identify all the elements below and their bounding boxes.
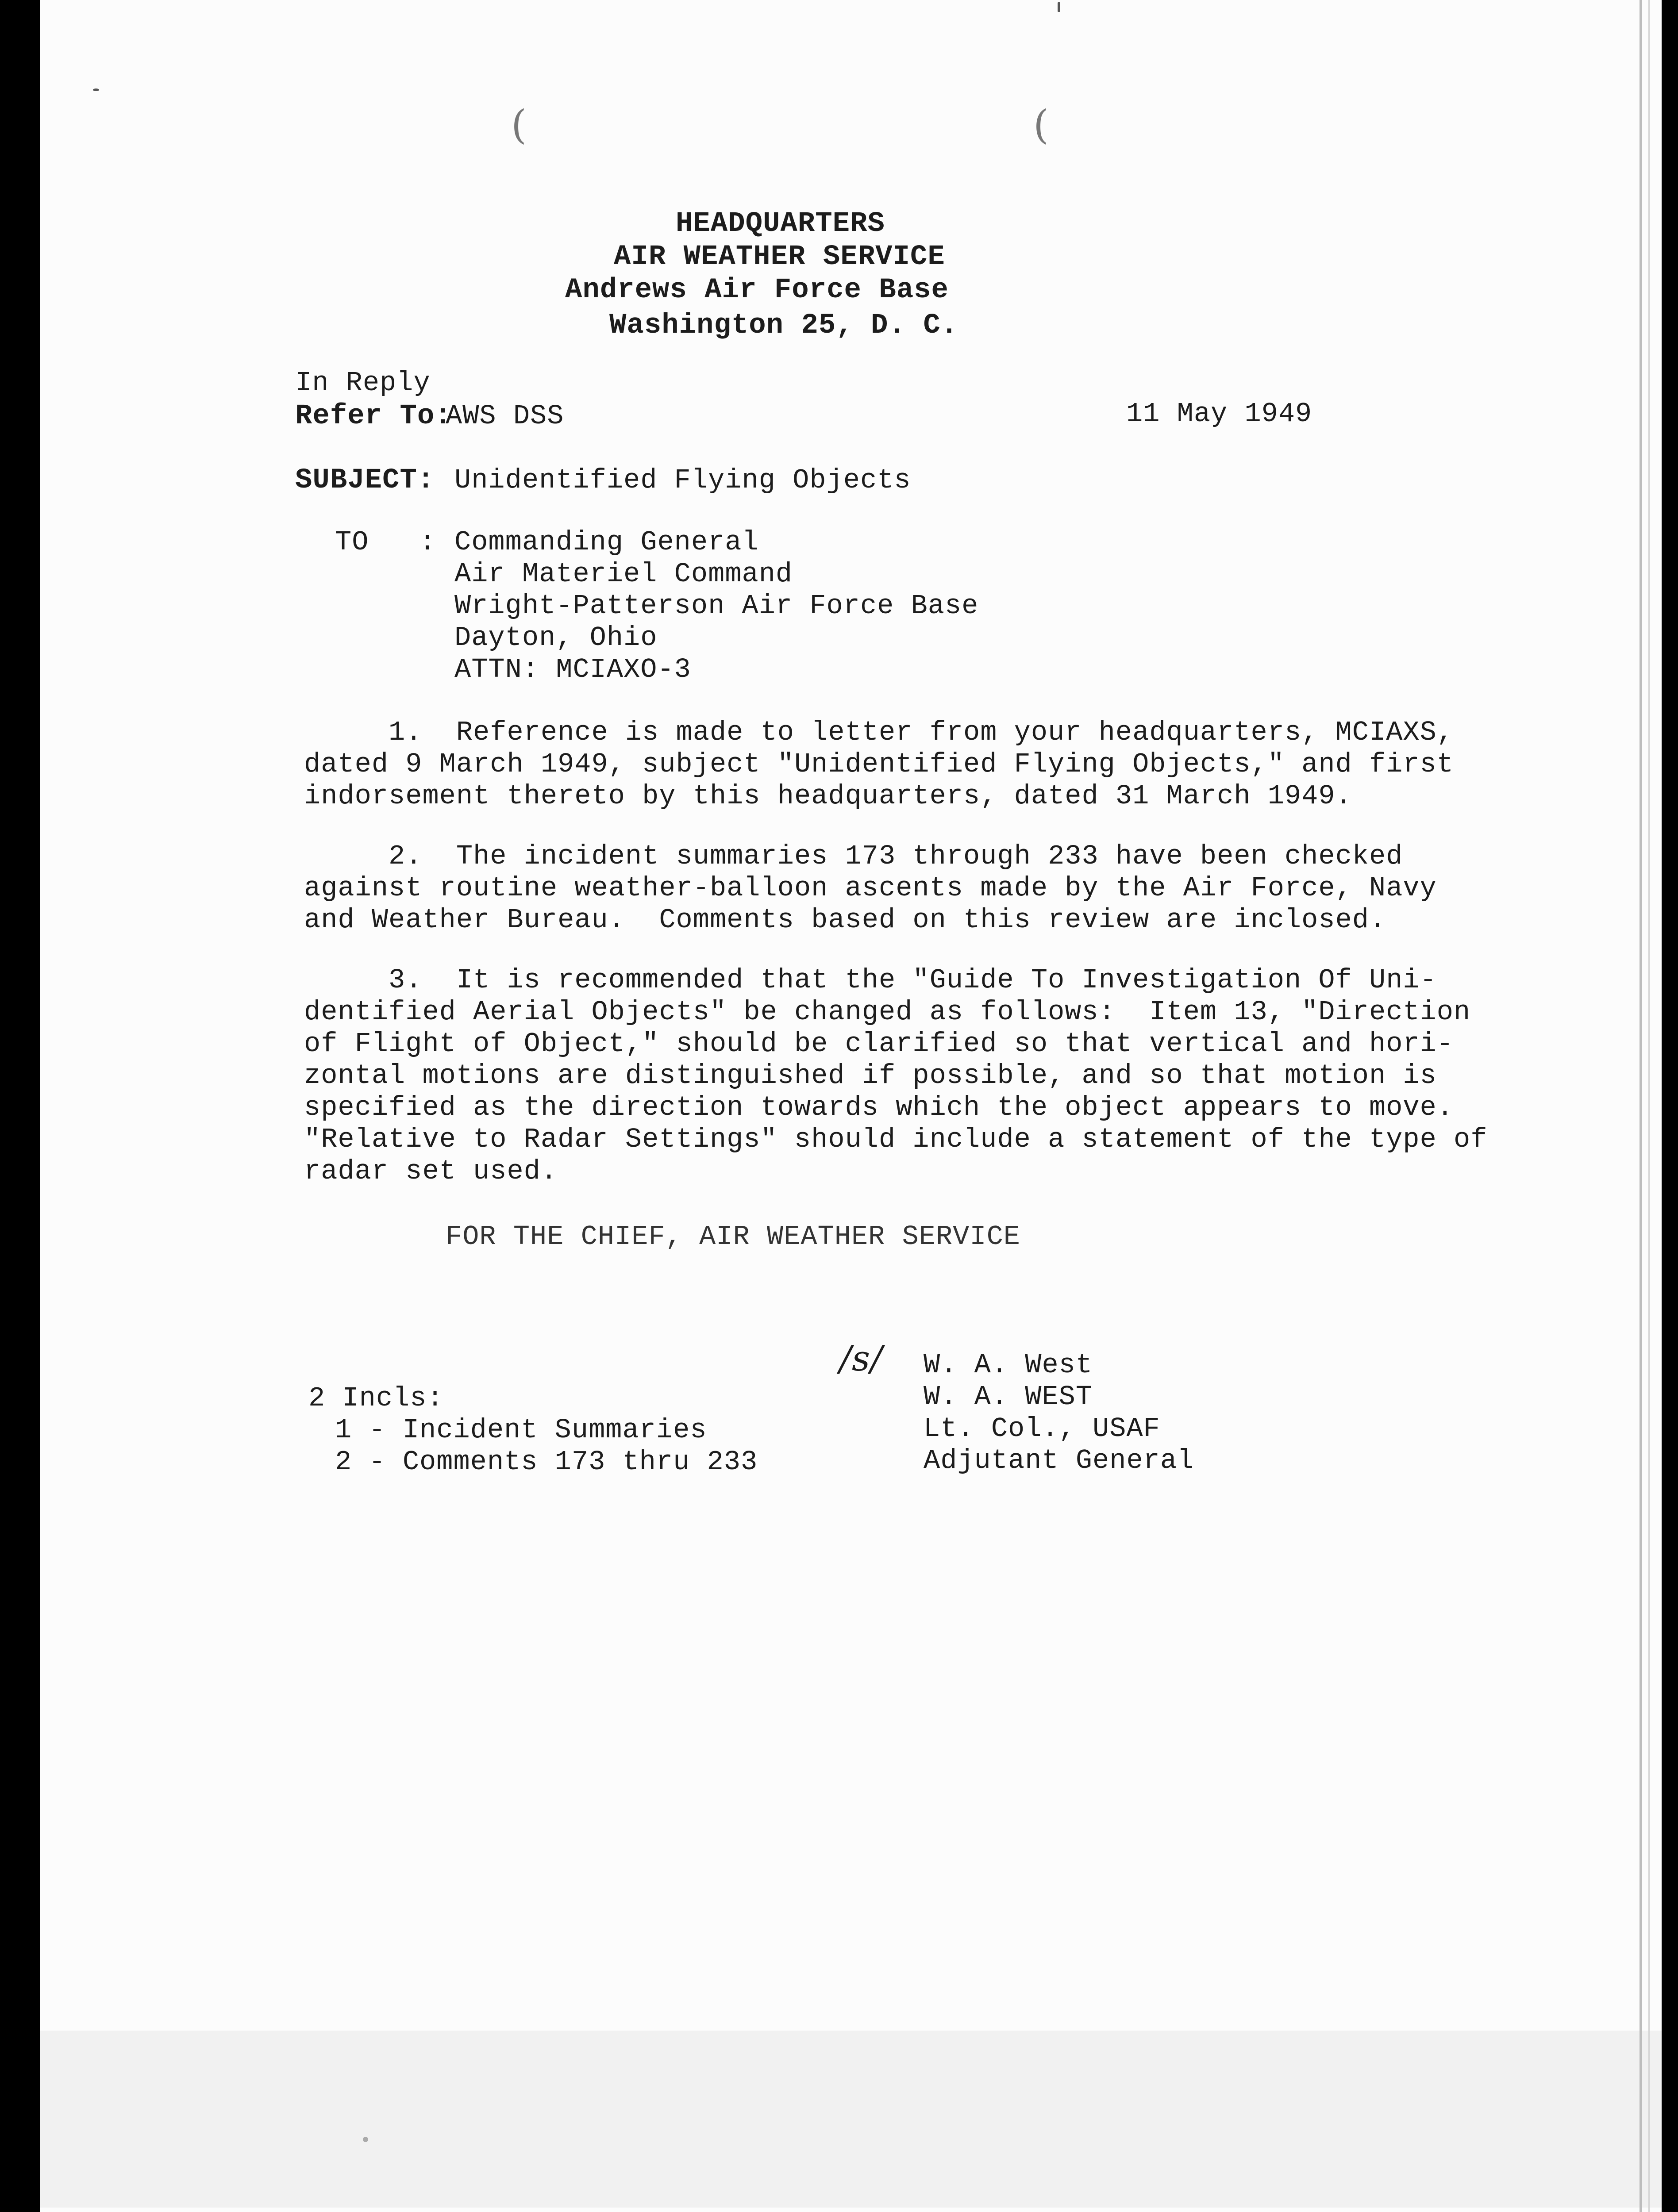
letterhead-line-4: Washington 25, D. C.: [609, 310, 958, 342]
letter-date: 11 May 1949: [1126, 398, 1312, 430]
to-address-line: Air Materiel Command: [454, 558, 793, 590]
in-reply-line: In Reply: [295, 367, 431, 399]
subject-value: Unidentified Flying Objects: [454, 465, 911, 496]
signature-line: W. A. WEST: [924, 1381, 1093, 1413]
speck-mark: [363, 2137, 368, 2142]
paragraph-line: 2. The incident summaries 173 through 233 have been checked: [304, 841, 1403, 872]
paragraph-line: 3. It is recommended that the "Guide To Investigation Of Uni-: [304, 964, 1437, 996]
to-address-line: Dayton, Ohio: [454, 622, 658, 653]
inclosures-label: 2 Incls:: [308, 1382, 444, 1414]
to-colon: :: [419, 526, 436, 558]
inclosure-item: 1 - Incident Summaries: [335, 1414, 707, 1446]
to-address-line: ATTN: MCIAXO-3: [454, 654, 691, 685]
letterhead-line-3: Andrews Air Force Base: [565, 274, 949, 306]
signature-line: Lt. Col., USAF: [924, 1413, 1160, 1444]
punch-mark: (: [511, 102, 527, 148]
paragraph-line: radar set used.: [304, 1156, 558, 1187]
speck-mark: [1058, 2, 1060, 12]
refer-to-label: Refer To:: [295, 400, 452, 432]
to-address-line: Wright-Patterson Air Force Base: [454, 590, 979, 622]
signature-line: W. A. West: [924, 1349, 1093, 1381]
letterhead-line-2: AIR WEATHER SERVICE: [614, 241, 945, 273]
refer-to-value: AWS DSS: [446, 400, 564, 432]
paragraph-line: of Flight of Object," should be clarified so that vertical and hori-: [304, 1028, 1454, 1060]
signature-line: Adjutant General: [924, 1445, 1194, 1476]
paragraph-line: specified as the direction towards which the object appears to move.: [304, 1092, 1454, 1123]
paper-shadow-band: [40, 2031, 1662, 2208]
paragraph-line: and Weather Bureau. Comments based on this review are inclosed.: [304, 904, 1386, 936]
paragraph-line: dated 9 March 1949, subject "Unidentified Flying Objects," and first: [304, 749, 1454, 780]
letterhead-line-1: HEADQUARTERS: [676, 208, 885, 240]
paragraph-line: indorsement thereto by this headquarters, dated 31 March 1949.: [304, 780, 1352, 812]
subject-label: SUBJECT:: [295, 465, 435, 496]
closing-line: FOR THE CHIEF, AIR WEATHER SERVICE: [446, 1221, 1021, 1252]
paragraph-line: zontal motions are distinguished if possible, and so that motion is: [304, 1060, 1437, 1091]
paper-edge-line: [1640, 0, 1642, 2212]
paragraph-line: 1. Reference is made to letter from your headquarters, MCIAXS,: [304, 717, 1454, 748]
inclosure-item: 2 - Comments 173 thru 233: [335, 1446, 758, 1478]
speck-mark: [93, 88, 99, 91]
paper-edge-line: [1648, 0, 1650, 2212]
to-address-line: Commanding General: [454, 526, 759, 558]
signature-mark: /s/: [839, 1338, 883, 1379]
paragraph-line: "Relative to Radar Settings" should include a statement of the type of: [304, 1124, 1488, 1155]
punch-mark: (: [1033, 102, 1049, 148]
paragraph-line: dentified Aerial Objects" be changed as follows: Item 13, "Direction: [304, 996, 1471, 1028]
to-label: TO: [335, 526, 369, 558]
paper-sheet: [40, 0, 1662, 2212]
paragraph-line: against routine weather-balloon ascents made by the Air Force, Navy: [304, 872, 1437, 904]
